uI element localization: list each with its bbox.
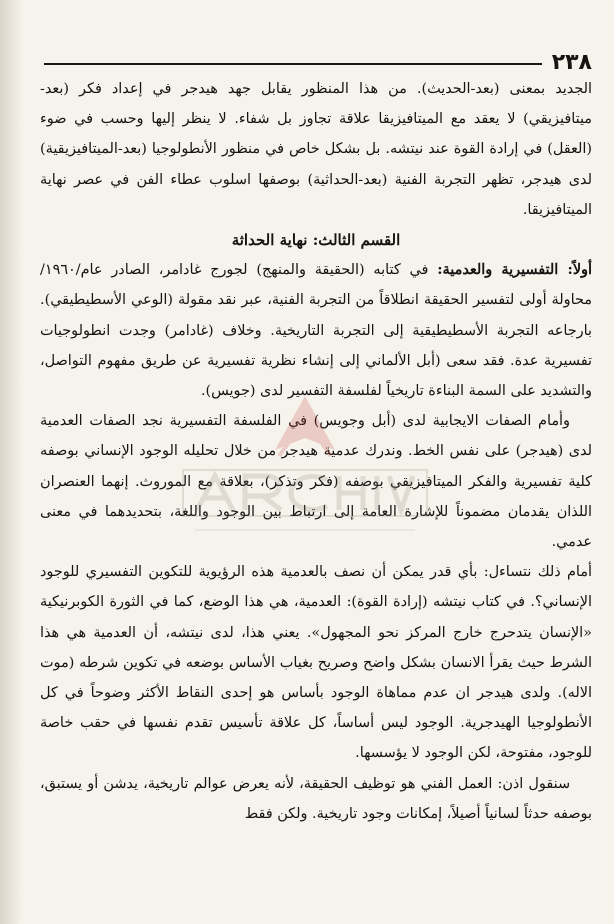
intro-paragraph: الجديد بمعنى (بعد-الحديث). من هذا المنظور يقابل جهد هيدجر في إعداد فكر (بعد-ميتافيزيقي) لا يعقد مع الميتافيزيقا علاقة تجاوز بل شفاء. لا ينظر إليها وحسب في ضوء (العقل) في إرادة القوة عند نيتشه. بل بشكل خاص في منظور الأنطولوجيا (بعد-الميتافيزيقية) لدى هيدجر، تظهر التجربة الفنية (بعد-الحداثية) بوصفها اسلوب عطاء الفن في عصر نهاية الميتافيزيقا.	[40, 81, 592, 218]
paragraph-hermeneutics	[40, 255, 592, 406]
section-heading: القسم الثالث: نهاية الحداثة	[231, 231, 401, 250]
page-header	[40, 30, 592, 74]
paragraph-nihilism: وأمام الصفات الايجابية لدى (أبل وجويس) في الفلسفة التفسيرية نجد الصفات العدمية لدى (هيدجر) على نفس الخط. وندرك عدمية هيدجر من خلال تحليله الوجود الإنساني بوصفه كلية تفسيرية والفكر الميتافيزيقي بوصفه (فكر وتذكر)، بعلاقة مع الموروث. إنهما العنصران اللذان يقدمان مضموناً للإشارة العامة إلى ارتباط بين الوجود واللغة، بتحديدهما في معنى عدمي.	[40, 413, 592, 551]
header-rule	[44, 63, 542, 65]
paragraph-artwork: سنقول اذن: العمل الفني هو توظيف الحقيقة، لأنه يعرض عوالم تاريخية، يدشن أو يستبق، بوصفه حدثاً لسانياً أصيلاً، إمكانات وجود تاريخية. ولكن فقط	[40, 775, 592, 822]
paragraph-lead: أولاً: التفسيرية والعدمية:	[437, 261, 592, 279]
page-body	[40, 74, 592, 829]
paragraph-question: أمام ذلك نتساءل: بأي قدر يمكن أن نصف بالعدمية هذه الرؤيوية للتكوين التفسيري للوجود الإنساني؟. في كتاب نيتشه (إرادة القوة): العدمية، هي هذا الوضع، كما في الثورة الكوبرنيكية «الإنسان يتدحرج خارج المركز نحو المجهول». يعني هذا، لدى نيتشه، أن العدمية هي هذا الشرط حيث يقرأ الانسان بشكل واضح وصريح بغياب الأساس بوضعه في تكوين شرطه (موت الاله). ولدى هيدجر ان عدم مماهاة الوجود بأساس هو إحدى النقاط الأكثر وضوحاً في كل الأنطولوجيا الهيدجرية. الوجود ليس أساساً، كل علاقة تأسيس تقدم نفسها في حقب خاصة للوجود، مفتوحة، لكن الوجود لا يؤسسها.	[40, 564, 592, 762]
paragraph-text: في كتابه (الحقيقة والمنهج) لجورج غادامر، الصادر عام/١٩٦٠/ محاولة أولى لتفسير الحقيقة انطلاقاً من التجربة الفنية، عبر نقد مقولة (الوعي الأسطيطيقي). بارجاعه التجربة الأسطيطيقية إلى التجربة التاريخية. وخلاف (غادامر) وجدت انطولوجيات تفسيرية عدة. فقد سعى (أبل الألماني إلى إنشاء نظرية تفسيرية عن طريق مفهوم التواصل، والتشديد على السمة البناءة تاريخياً لفلسفة التفسير لدى (جويس).	[40, 262, 592, 400]
page-number: ٢٣٨	[551, 50, 592, 75]
